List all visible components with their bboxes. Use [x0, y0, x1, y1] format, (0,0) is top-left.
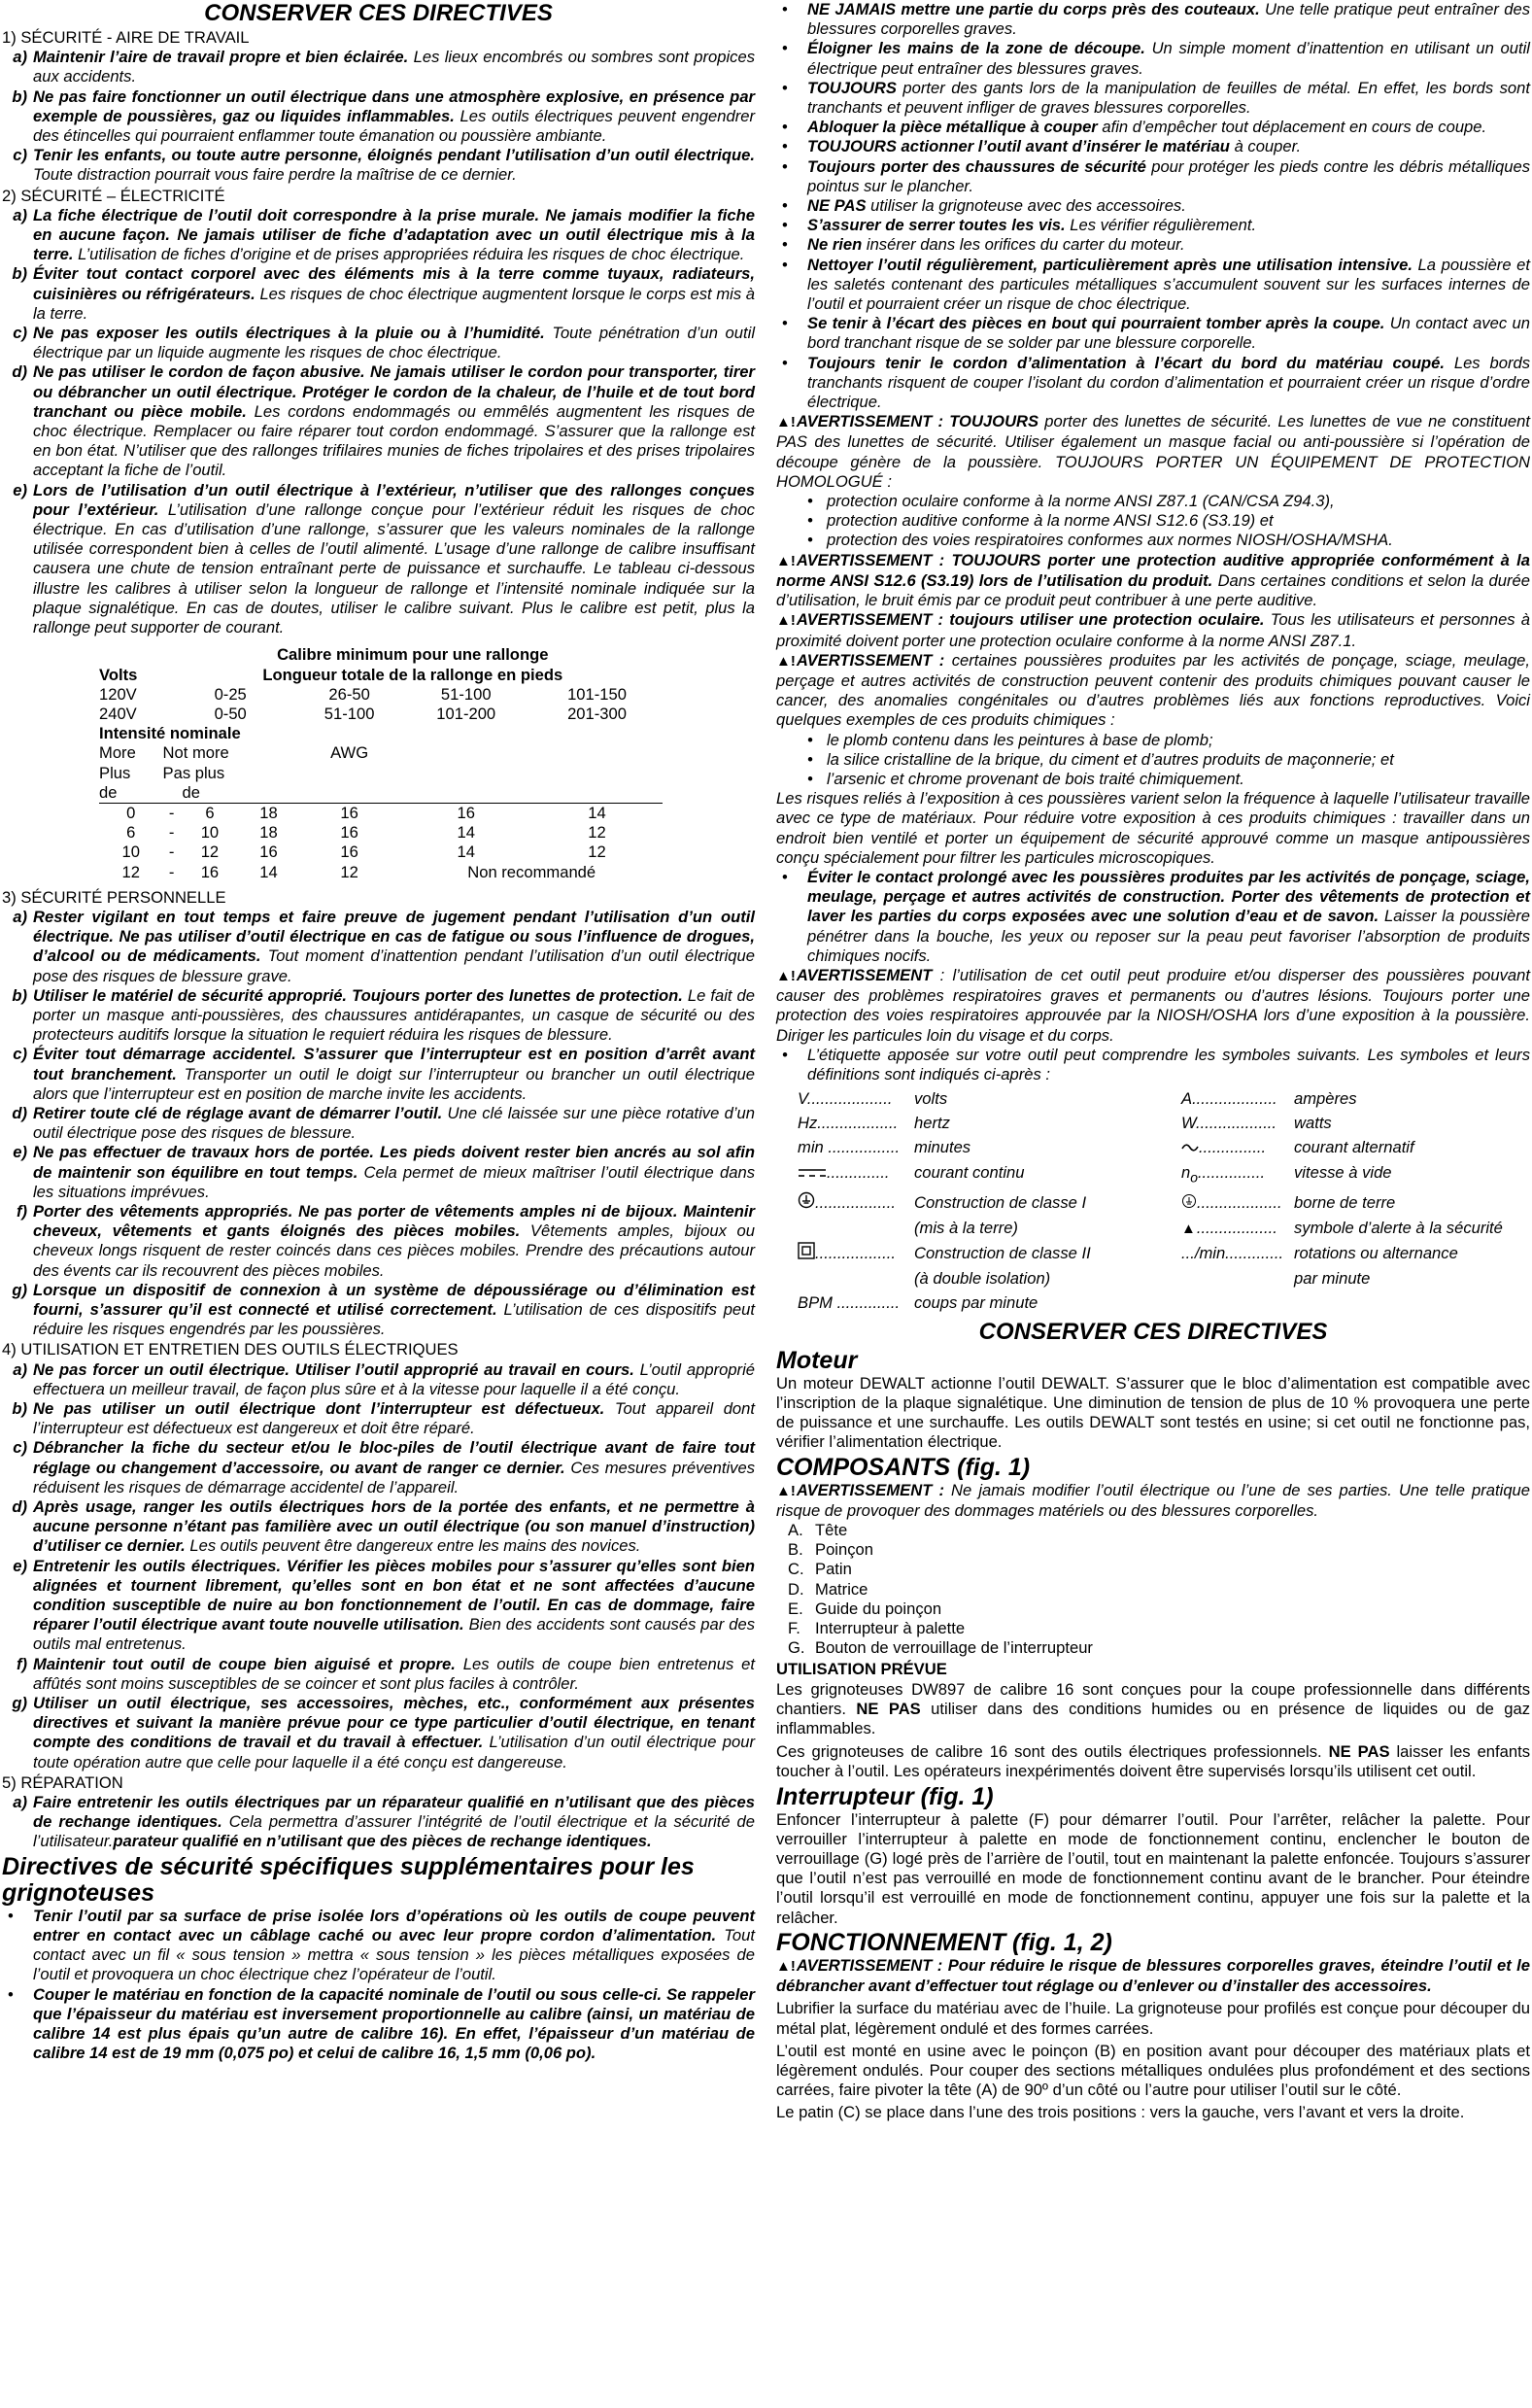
list-item: b) Éviter tout contact corporel avec des éléments mis à la terre comme tuyaux, radiateurs, cuisinières ou réfrigérateurs. Les risques de choc électrique augmentent lorsque le corps est mis à la terre.: [12, 264, 755, 323]
list-item: • protection oculaire conforme à la norme ANSI Z87.1 (CAN/CSA Z94.3),: [807, 492, 1335, 511]
section-title-utilisation: UTILISATION PRÉVUE: [776, 1660, 947, 1679]
list-item: • Ne rien insérer dans les orifices du carter du moteur.: [782, 235, 1185, 255]
list-item: a) Faire entretenir les outils électriques par un réparateur qualifié en n’utilisant que des pièces de rechange identiques. Cela permettra d’assurer l’intégrité de l’outil électrique et la sécurité de l’utilisateur.parateur qualifié en n’utilisant que des pièces de rechange identiques.: [13, 1793, 756, 1851]
section-title-grignoteuses: Directives de sécurité spécifiques supplémentaires pour les grignoteuses: [2, 1852, 695, 1907]
section-title-composants: COMPOSANTS (fig. 1): [776, 1453, 1031, 1481]
table-row: 6 - 10 18 16 14 12: [126, 823, 606, 843]
warning-triangle-icon: ▲!: [776, 414, 796, 431]
section-heading: 5) RÉPARATION: [2, 1772, 123, 1792]
list-item: a) La fiche électrique de l’outil doit correspondre à la prise murale. Ne jamais modifier la fiche en aucune façon. Ne jamais utiliser de fiche d’adaptation avec un outil électrique mis à la terre. L’utilisation de fiches d’origine et de prises appropriées réduira les risques de choc électrique.: [13, 205, 755, 264]
warning-paragraph: ▲!AVERTISSEMENT : TOUJOURS porter une protection auditive appropriée conformément à la norme ANSI S12.6 (S3.19) lors de l’utilisation du produit. Dans certaines conditions et selon la durée d’utilisation, le bruit émis par ce produit peut contribuer à une perte auditive.: [776, 550, 1530, 610]
list-item: • Couper le matériau en fonction de la capacité nominale de l’outil ou sous celle-ci. Se rappeler que l’épaisseur du matériau est inversement proportionnelle au calibre (ainsi, un matériau de calibre 14 est plus épais qu’un autre de calibre 16). En effet, l’épaisseur d’un matériau de calibre 14 est de 19 mm (0,075 po) et celui de calibre 16, 1,5 mm (0,06 po).: [8, 1984, 755, 2063]
list-item: • Éviter le contact prolongé avec les poussières produites par les activités de ponçage, sciage, meulage, perçage et autres activités de construction. Porter des vêtements de protection et laver les parties du corps exposées avec une solution d’eau et de savon. Laisser la poussière pénétrer dans la bouche, les yeux ou reposer sur la peau peut favoriser l’absorption de produits chimiques nocifs.: [782, 867, 1530, 965]
safety-bullet-list: [776, 0, 1530, 412]
warning-triangle-icon: ▲!: [776, 1482, 796, 1499]
table-row: min ................ minutes ............... courant alternatif: [798, 1135, 1503, 1160]
list-item: e) Ne pas effectuer de travaux hors de portée. Les pieds doivent rester bien ancrés au sol afin de maintenir son équilibre en tout temps. Cela permet de mieux maîtriser l’outil électrique dans les situations imprévues.: [13, 1143, 755, 1201]
moteur-paragraph: Un moteur DEWALT actionne l’outil DEWALT. S’assurer que le bloc d’alimentation est compatible avec l’inscription de la plaque signalétique. Une diminution de tension de plus de 10 % provoquera une perte de puissance et une surchauffe. Les outils DEWALT sont testés en usine; si cet outil ne fonctionne pas, vérifier l’alimentation électrique.: [776, 1373, 1530, 1452]
component-item: E. Guide du poinçon: [788, 1599, 942, 1618]
fonctionnement-paragraph: Lubrifier la surface du matériau avec de l’huile. La grignoteuse pour profilés est conçue pour découper du métal plat, légèrement ondulé et des formes carrées.: [776, 1999, 1530, 2038]
list-item: • S’assurer de serrer toutes les vis. Les vérifier régulièrement.: [782, 216, 1257, 235]
list-item: • L’étiquette apposée sur votre outil peut comprendre les symboles suivants. Les symboles et leurs définitions sont indiqués ci-après :: [782, 1045, 1530, 1084]
warning-paragraph: ▲!AVERTISSEMENT : l’utilisation de cet outil peut produire et/ou disperser des poussières pouvant causer des problèmes respiratoires graves et permanents ou d’autres lésions. Toujours porter une protection des voies respiratoires approuvée par la NIOSH/OSHA lors d’une exposition à la poussière. Diriger les particules loin du visage et du corps.: [776, 965, 1530, 1045]
symbols-table: [798, 1086, 1503, 1315]
class-one-construction-icon: [798, 1191, 815, 1216]
table-header: Volts: [99, 665, 138, 684]
list-item: c) Tenir les enfants, ou toute autre personne, éloignés pendant l’utilisation d’un outil électrique. Toute distraction pourrait vous faire perdre la maîtrise de ce dernier.: [13, 146, 755, 185]
table-header: Longueur totale de la rallonge en pieds: [262, 665, 563, 684]
warning-paragraph: ▲!AVERTISSEMENT : Pour réduire le risque de blessures corporelles graves, éteindre l’outil et le débrancher avant d’effectuer tout réglage ou d’enlever ou d’installer des accessoires.: [776, 1955, 1530, 1996]
list-item: • l’arsenic et chrome provenant de bois traité chimiquement.: [807, 769, 1244, 788]
component-item: C. Patin: [788, 1560, 852, 1579]
warning-paragraph: ▲!AVERTISSEMENT : Ne jamais modifier l’outil électrique ou l’une de ses parties. Une telle pratique risque de provoquer des dommages matériels ou des blessures corporelles.: [776, 1480, 1531, 1520]
table-row: 10 - 12 16 16 14 12: [121, 843, 606, 862]
extension-cord-table: Calibre minimum pour une rallonge Volts Longueur totale de la rallonge en pieds 120V 0-25 26-50 51-100 101-150 240V 0-50 51-100 101-200 201-300 Intensité nominale More Not more AWG Plus Pas plus de de 0 - 6 18 16 16 14 6 - 10 18 16 14 12 10 - 12 16 16 14 12 12 - 16 14 12 Non recommandé: [99, 645, 663, 881]
component-item: B. Poinçon: [788, 1540, 873, 1560]
list-item: b) Utiliser le matériel de sécurité approprié. Toujours porter des lunettes de protection. Le fait de porter un masque anti-poussières, des chaussures antidérapantes, un casque de sécurité ou des protecteurs auditifs lorsque la situation le requiert réduira les risques de blessure.: [12, 985, 755, 1045]
list-item: f) Maintenir tout outil de coupe bien aiguisé et propre. Les outils de coupe bien entretenus et affûtés sont moins susceptibles de se coincer et sont plus faciles à contrôler.: [16, 1654, 755, 1693]
table-row: (à double isolation) par minute: [914, 1268, 1371, 1288]
risk-paragraph: Les risques reliés à l’exposition à ces poussières varient selon la fréquence à laquelle l’utilisateur travaille avec ce type de matériaux. Pour réduire votre exposition à ces produits chimiques : travailler dans un endroit bien ventilé et porter un équipement de sécurité approuvé comme un masque antipoussières conçu spécialement pour filtrer les particules microscopiques.: [776, 789, 1530, 867]
list-item: d) Retirer toute clé de réglage avant de démarrer l’outil. Une clé laissée sur une pièce rotative d’un outil électrique pose des risques de blessure.: [12, 1103, 755, 1143]
list-item: • TOUJOURS actionner l’outil avant d’insérer le matériau à couper.: [782, 137, 1302, 156]
component-item: D. Matrice: [788, 1579, 868, 1599]
interrupteur-paragraph: Enfoncer l’interrupteur à palette (F) pour démarrer l’outil. Pour l’arrêter, relâcher la palette. Pour verrouiller l’interrupteur à palette en mode de fonctionnement continu, enclencher le bouton de verrouillage (G) logé près de l’arrière de l’outil, tout en maintenant la palette enfoncée. Toujours s’assurer que l’outil n’est pas verrouillé en mode de fonctionnement continu avant de le brancher. Pour éteindre l’outil lorsqu’il est verrouillé en mode de fonctionnement continu, appuyer une fois sur la palette et la relâcher.: [776, 1809, 1530, 1927]
component-item: F. Interrupteur à palette: [788, 1619, 966, 1638]
list-item: a) Maintenir l’aire de travail propre et bien éclairée. Les lieux encombrés ou sombres sont propices aux accidents.: [13, 48, 755, 86]
list-item: • le plomb contenu dans les peintures à base de plomb;: [807, 730, 1213, 749]
left-column: [2, 0, 755, 2063]
list-item: d) Après usage, ranger les outils électriques hors de la portée des enfants, et ne permettre à aucune personne n’étant pas familière avec un outil électrique (ou son manuel d’instruction) d’utiliser ce dernier. Les outils peuvent être dangereux entre les mains des novices.: [12, 1497, 755, 1556]
alternating-current-icon: [1181, 1136, 1199, 1160]
warning-triangle-icon: ▲!: [776, 967, 796, 984]
warning-triangle-icon: ▲: [1181, 1220, 1196, 1237]
table-title: Calibre minimum pour une rallonge: [277, 645, 549, 665]
class-two-construction-icon: [798, 1242, 815, 1266]
list-item: a) Rester vigilant en tout temps et faire preuve de jugement pendant l’utilisation d’un outil électrique. Ne pas utiliser d’outil électrique en cas de fatigue ou sous l’influence de drogues, d’alcool ou de médicaments. Tout moment d’inattention pendant l’utilisation d’un outil électrique pose des risques de blessure grave.: [13, 907, 755, 985]
list-item: a) Ne pas forcer un outil électrique. Utiliser l’outil approprié au travail en cours. L’outil approprié effectuera un meilleur travail, de façon plus sûre et à la vitesse pour laquelle il a été conçu.: [13, 1359, 755, 1398]
list-item: • Abloquer la pièce métallique à couper afin d’empêcher tout déplacement en cours de coupe.: [782, 118, 1487, 137]
table-row: 120V 0-25 26-50 51-100 101-150: [99, 684, 627, 704]
section-title-fonctionnement: FONCTIONNEMENT (fig. 1, 2): [776, 1928, 1112, 1956]
component-item: G. Bouton de verrouillage de l’interrupteur: [788, 1638, 1093, 1658]
warning-triangle-icon: ▲!: [776, 652, 796, 670]
section-title-conserver: CONSERVER CES DIRECTIVES: [978, 1318, 1328, 1345]
list-item: • Se tenir à l’écart des pièces en bout qui pourraient tomber après la coupe. Un contact avec un bord tranchant risque de se solder par une blessure corporelle.: [782, 314, 1530, 353]
table-row: BPM .............. coups par minute: [798, 1292, 1038, 1312]
warning-triangle-icon: ▲!: [776, 612, 796, 630]
table-row: (mis à la terre) ▲.................. symbole d’alerte à la sécurité: [798, 1216, 1503, 1241]
table-header: Intensité nominale: [99, 724, 241, 743]
section-heading: 3) SÉCURITÉ PERSONNELLE: [2, 887, 226, 907]
section-heading: 4) UTILISATION ET ENTRETIEN DES OUTILS ÉLECTRIQUES: [2, 1340, 459, 1359]
table-row: .............. courant continu $n_o$............... vitesse à vide: [798, 1160, 1503, 1189]
table-row: Hz.................. hertz W.................. watts: [798, 1114, 1332, 1133]
direct-current-icon: [798, 1161, 827, 1186]
component-item: A. Tête: [788, 1521, 848, 1540]
list-item: • Toujours tenir le cordon d’alimentation à l’écart du bord du matériau coupé. Les bords tranchants risquent de couper l’isolant du cordon d’alimentation et pourraient créer un risque d’ordre électrique.: [782, 353, 1530, 412]
list-item: c) Débrancher la fiche du secteur et/ou le bloc-piles de l’outil électrique avant de faire tout réglage ou changement d’accessoire, ou avant de ranger ce dernier. Ces mesures préventives réduisent les risques de démarrage accidentel de l’appareil.: [13, 1438, 755, 1496]
table-row: 12 - 16 14 12 Non recommandé: [121, 862, 596, 881]
fonctionnement-paragraph: Le patin (C) se place dans l’une des trois positions : vers la gauche, vers l’avant et vers la droite.: [776, 2103, 1465, 2122]
warning-paragraph: ▲!AVERTISSEMENT : certaines poussières produites par les activités de ponçage, sciage, meulage, perçage et autres activités de construction peuvent contenir des produits chimiques pouvant causer le cancer, des anomalies congénitales ou d’autres problèmes liés aux fonctions reproductives. Voici quelques exemples de ces produits chimiques :: [776, 650, 1531, 730]
warning-triangle-icon: ▲!: [776, 552, 796, 569]
list-item: g) Utiliser un outil électrique, ses accessoires, mèches, etc., conformément aux présentes directives et suivant la manière prévue pour ce type particulier d’outil électrique, en tenant compte des conditions de travail et du travail à effectuer. L’utilisation d’un outil électrique pour toute opération autre que celle pour laquelle il a été conçu est dangereuse.: [12, 1694, 755, 1772]
table-row: 0 - 6 18 16 16 14: [126, 803, 606, 822]
warning-paragraph: ▲!AVERTISSEMENT : TOUJOURS porter des lunettes de sécurité. Les lunettes de vue ne constituent PAS des lunettes de sécurité. Utiliser également un masque facial ou anti-poussière si l’opération de découpe génère de la poussière. TOUJOURS PORTER UN ÉQUIPEMENT DE PROTECTION HOMOLOGUÉ :: [776, 412, 1530, 491]
list-item: • Tenir l’outil par sa surface de prise isolée lors d’opérations où les outils de coupe peuvent entrer en contact avec un câblage caché ou avec leur propre cordon d’alimentation. Tout contact avec un fil « sous tension » mettra « sous tension » les pièces métalliques exposées de l’outil et provoquera un choc électrique chez l’opérateur de l’outil.: [8, 1906, 755, 1984]
list-item: • la silice cristalline de la brique, du ciment et d’autres produits de maçonnerie; et: [807, 749, 1394, 769]
list-item: c) Ne pas exposer les outils électriques à la pluie ou à l’humidité. Toute pénétration d’un outil électrique par un liquide augmente les risques de choc électrique.: [13, 324, 756, 362]
list-item: • protection auditive conforme à la norme ANSI S12.6 (S3.19) et: [807, 511, 1274, 531]
components-list: [776, 1521, 1530, 1658]
list-item: e) Lors de l’utilisation d’un outil électrique à l’extérieur, n’utiliser que des rallonges conçues pour l’extérieur. L’utilisation d’une rallonge conçue pour l’extérieur réduit les risques de choc électrique. En cas d’utilisation d’une rallonge, s’assurer que les valeurs nominales de la rallonge utilisée correspondent bien à celles de l’outil alimenté. L’usage d’une rallonge de calibre insuffisant causera une chute de tension entraînant perte de puissance et surchauffe. Le tableau ci-dessous illustre les calibres à utiliser selon la longueur de rallonge et l’intensité nominale indiquée sur la plaque signalétique. En cas de doutes, utiliser le calibre suivant. Plus le calibre est petit, plus la rallonge peut supporter de courant.: [13, 480, 755, 637]
table-row: .................. Construction de classe II .../min............. rotations ou alternance: [798, 1241, 1503, 1266]
section-heading: 1) SÉCURITÉ - AIRE DE TRAVAIL: [2, 28, 250, 47]
table-row: V................... volts A................... ampères: [798, 1089, 1357, 1109]
list-item: • protection des voies respiratoires conformes aux normes NIOSH/OSHA/MSHA.: [807, 531, 1393, 550]
usage-paragraph: Les grignoteuses DW897 de calibre 16 sont conçues pour la coupe professionnelle dans différents chantiers. NE PAS utiliser dans des conditions humides ou en présence de liquides ou de gaz inflammables.: [776, 1679, 1530, 1738]
list-item: b) Ne pas faire fonctionner un outil électrique dans une atmosphère explosive, en présence par exemple de poussières, gaz ou liquides inflammables. Les outils électriques peuvent engendrer des étincelles qui pourraient enflammer toute émanation ou poussière ambiante.: [12, 86, 756, 146]
list-item: • Éloigner les mains de la zone de découpe. Un simple moment d’inattention en utilisant un outil électrique peut entraîner des blessures graves.: [782, 39, 1530, 78]
section-heading: 2) SÉCURITÉ – ÉLECTRICITÉ: [2, 186, 225, 205]
table-row: .................. Construction de classe I ................... borne de terre: [798, 1190, 1503, 1216]
table-row: 240V 0-50 51-100 101-200 201-300: [99, 704, 627, 723]
section-title-interrupteur: Interrupteur (fig. 1): [776, 1782, 994, 1810]
earth-terminal-icon: [1181, 1191, 1197, 1216]
list-item: d) Ne pas utiliser le cordon de façon abusive. Ne jamais utiliser le cordon pour transporter, tirer ou débrancher un outil électrique. Protéger le cordon de la chaleur, de l’huile et de tout bord tranchant ou pièce mobile. Les cordons endommagés ou emmêlés augmentent les risques de choc électrique. Remplacer ou faire réparer tout cordon endommagé. S’assurer que la rallonge est en bon état. N’utiliser que des rallonges trifilaires munies de fiches tripolaires et des prises tripolaires acceptant la fiche de l’outil.: [12, 362, 755, 480]
list-item: • Toujours porter des chaussures de sécurité pour protéger les pieds contre les débris métalliques pointus sur le plancher.: [782, 156, 1530, 195]
page-title: CONSERVER CES DIRECTIVES: [204, 0, 553, 26]
warning-paragraph: ▲!AVERTISSEMENT : toujours utiliser une protection oculaire. Tous les utilisateurs et personnes à proximité doivent porter une protection oculaire conforme à la norme ANSI Z87.1.: [776, 610, 1530, 650]
list-item: • TOUJOURS porter des gants lors de la manipulation de feuilles de métal. En effet, les bords sont tranchants et peuvent infliger de graves blessures corporelles.: [782, 78, 1530, 118]
list-item: • NE JAMAIS mettre une partie du corps près des couteaux. Une telle pratique peut entraîner des blessures corporelles graves.: [782, 0, 1530, 39]
list-item: c) Éviter tout démarrage accidentel. S’assurer que l’interrupteur est en position d’arrêt avant tout branchement. Transporter un outil le doigt sur l’interrupteur ou brancher un outil électrique alors que l’interrupteur est en position de marche invite les accidents.: [13, 1045, 755, 1103]
warning-triangle-icon: ▲!: [776, 1957, 796, 1975]
right-column: [776, 0, 1530, 2123]
section-title-moteur: Moteur: [776, 1346, 858, 1374]
fonctionnement-paragraph: L’outil est monté en usine avec le poinçon (B) en position avant pour découper des matériaux plats et légèrement ondulés. Pour couper des sections métalliques ondulées plus profondément et des sections carrées, faire pivoter la tête (A) de 90º d’un côté ou l’autre pour utiliser l’outil sur le côté.: [776, 2041, 1530, 2100]
list-item: g) Lorsque un dispositif de connexion à un système de dépoussiérage ou d’élimination est fourni, s’assurer qu’il est connecté et utilisé correctement. L’utilisation de ces dispositifs peut réduire les risques engendrés par les poussières.: [12, 1280, 755, 1339]
usage-paragraph: Ces grignoteuses de calibre 16 sont des outils électriques professionnels. NE PAS laisser les enfants toucher à l’outil. Les opérateurs inexpérimentés doivent être supervisés lorsqu’ils utilisent cet outil.: [776, 1742, 1530, 1781]
list-item: f) Porter des vêtements appropriés. Ne pas porter de vêtements amples ni de bijoux. Maintenir cheveux, vêtements et gants éloignés des pièces mobiles. Vêtements amples, bijoux ou cheveux longs risquent de rester coincés dans ces pièces mobiles. Prendre des précautions autour des évents car ils recouvrent des pièces mobiles.: [16, 1201, 756, 1280]
list-item: b) Ne pas utiliser un outil électrique dont l’interrupteur est défectueux. Tout appareil dont l’interrupteur est défectueux est dangereux et doit être réparé.: [12, 1399, 755, 1438]
list-item: • NE PAS utiliser la grignoteuse avec des accessoires.: [782, 196, 1186, 216]
list-item: • Nettoyer l’outil régulièrement, particulièrement après une utilisation intensive. La poussière et les saletés contenant des particules métalliques s’accumulent souvent sur les surfaces internes de l’outil et pourraient créer un risque de choc électrique.: [782, 255, 1531, 314]
list-item: e) Entretenir les outils électriques. Vérifier les pièces mobiles pour s’assurer qu’elles sont bien alignées et tournent librement, qu’elles sont en bon état et ne sont affectées d’aucune condition susceptible de nuire au bon fonctionnement de l’outil. En cas de dommage, faire réparer l’outil électrique avant toute nouvelle utilisation. Bien des accidents sont causés par des outils mal entretenus.: [13, 1556, 755, 1654]
